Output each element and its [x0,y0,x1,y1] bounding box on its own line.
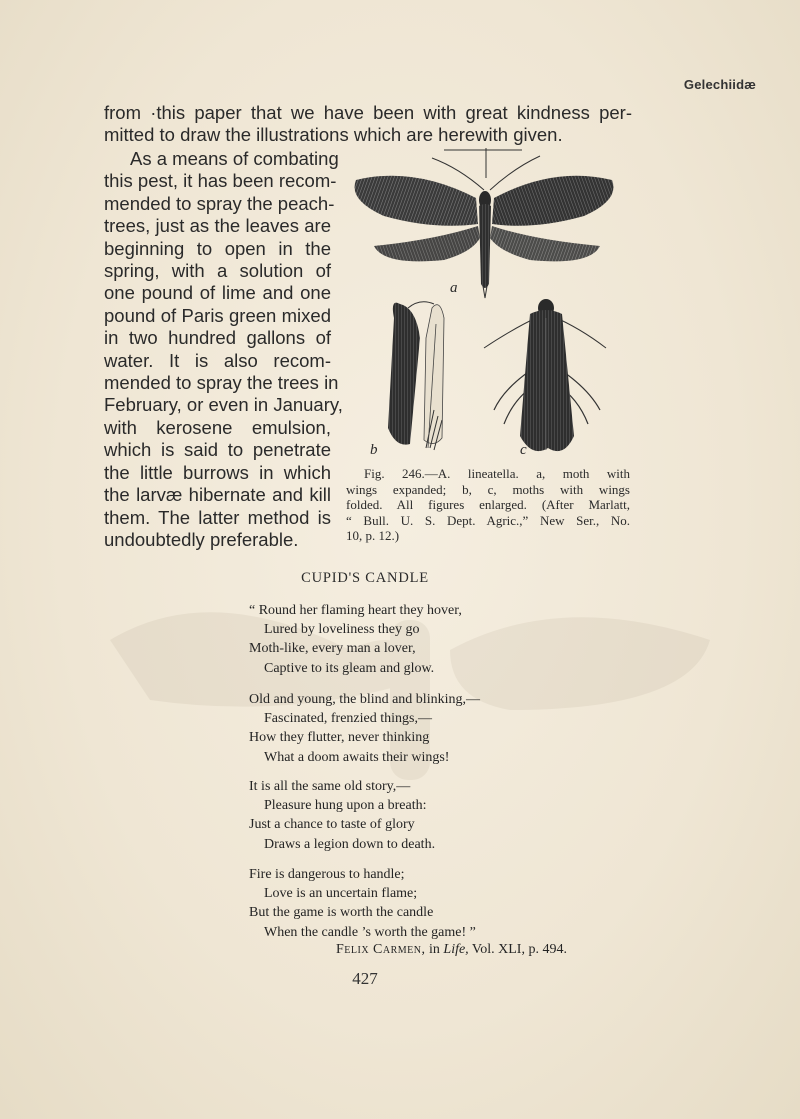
poem-stanza [249,865,476,942]
caption-line: folded. All figures enlarged. (After Marlatt, [346,497,630,513]
poem-line: Pleasure hung upon a breath: [264,798,427,814]
attribution-author: Felix Carmen, [336,942,426,957]
intro-line: from ·this paper that we have been with great kindness per- [104,102,632,123]
body-line: this pest, it has been recom- [104,170,337,192]
figure-caption [346,466,630,544]
body-line: them. The latter method is [104,506,331,528]
poem-line: When the candle ’s worth the game! ” [264,924,476,940]
body-column [104,148,343,551]
intro-paragraph [104,102,632,146]
poem-line: What a doom awaits their wings! [264,749,450,765]
intro-line: mitted to draw the illustrations which are herewith given. [104,124,563,145]
caption-line: Fig. 246.—A. lineatella. a, moth with [364,466,630,481]
body-line: spring, with a solution of [104,260,331,282]
poem-line: Draws a legion down to death. [264,836,436,852]
body-line: undoubtedly preferable. [104,528,299,550]
page-number: 427 [352,969,378,988]
attribution-rest: Vol. XLI, p. 494. [468,942,567,957]
body-line: February, or even in January, [104,394,343,416]
poem-stanza [249,690,480,767]
body-line: the larvæ hibernate and kill [104,484,331,506]
poem-line: Lured by loveliness they go [264,622,420,638]
moth-b-wings-folded [388,302,444,450]
attribution-source: Life, [443,942,469,957]
body-line: which is said to penetrate [104,439,331,461]
poem-line: Fire is dangerous to handle; [249,867,405,882]
poem-line: It is all the same old story,— [249,779,411,794]
figure-label-b: b [370,442,378,458]
poem-line: “ Round her flaming heart they hover, [249,603,462,618]
body-line: water. It is also recom- [104,349,331,371]
poem-title: CUPID'S CANDLE [301,570,429,586]
poem-line: Old and young, the blind and blinking,— [249,692,480,707]
body-line: pound of Paris green mixed [104,304,331,326]
body-line: the little burrows in which [104,461,331,483]
body-line: As a means of combating [130,148,339,169]
poem-line: How they flutter, never thinking [249,730,430,746]
poem-stanza [249,601,462,678]
poem-stanza [249,777,435,854]
poem-line: Just a chance to taste of glory [249,817,415,833]
running-head: Gelechiidæ [683,77,756,92]
attribution-in: in [425,942,444,957]
poem-line: Captive to its gleam and glow. [264,660,435,676]
figure-label-a: a [450,280,458,296]
body-line: in two hundred gallons of [104,327,331,349]
moth-illustration-figure [344,148,636,460]
moth-c-wings-folded [484,299,606,451]
body-line: mended to spray the peach- [104,192,335,214]
poem-line: But the game is worth the candle [249,905,434,921]
body-line: mended to spray the trees in [104,372,339,394]
poem-attribution [336,942,567,958]
body-line: beginning to open in the [104,237,331,259]
poem-line: Fascinated, frenzied things,— [264,711,432,727]
caption-line: “ Bull. U. S. Dept. Agric.,” New Ser., No. [346,512,630,528]
poem-line: Love is an uncertain flame; [264,886,418,902]
body-line: trees, just as the leaves are [104,215,331,237]
caption-line: wings expanded; b, c, moths with wings [346,481,630,497]
caption-line: 10, p. 12.) [346,528,400,544]
poem-line: Moth-like, every man a lover, [249,641,416,657]
body-line: one pound of lime and one [104,282,331,304]
body-line: with kerosene emulsion, [104,416,331,438]
figure-label-c: c [520,442,527,458]
moth-a-wings-expanded [355,148,614,298]
